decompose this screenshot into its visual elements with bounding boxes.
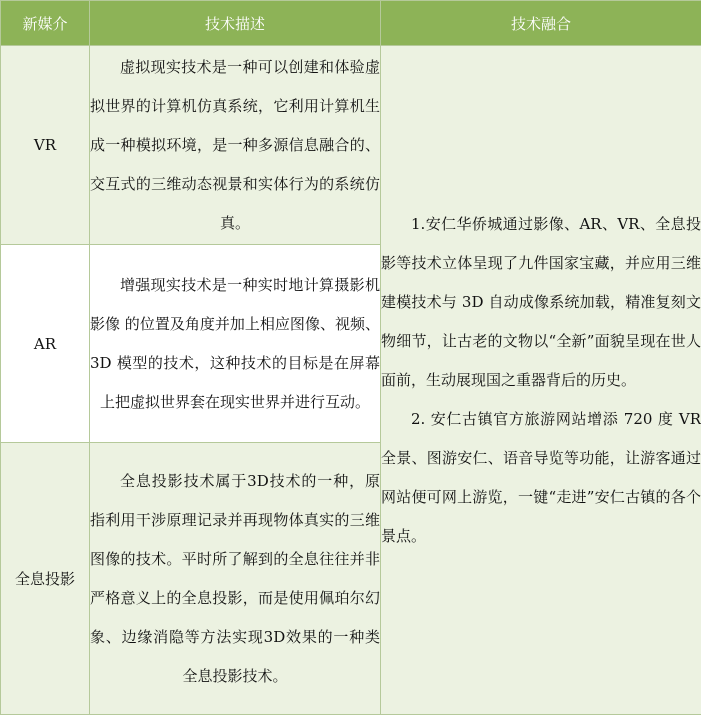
fusion-paragraph-1: 1.安仁华侨城通过影像、AR、VR、全息投影等技术立体呈现了九件国家宝藏，并应用三维建模技术与 3D 自动成像系统加载，精准复刻文物细节，让古老的文物以“全新”面貌呈现在世人面前，生动展现国之重器背后的历史。 bbox=[381, 205, 701, 400]
description-cell-vr bbox=[90, 46, 381, 245]
fusion-cell bbox=[381, 46, 701, 715]
header-row bbox=[1, 1, 701, 46]
table-row-vr bbox=[1, 46, 701, 245]
header-fusion: 技术融合 bbox=[381, 1, 701, 46]
description-cell-ar bbox=[90, 245, 381, 443]
media-cell-ar: AR bbox=[1, 245, 90, 443]
media-cell-vr: VR bbox=[1, 46, 90, 245]
description-text-vr: 虚拟现实技术是一种可以创建和体验虚拟世界的计算机仿真系统，它利用计算机生成一种模拟环境，是一种多源信息融合的、交互式的三维动态视景和实体行为的系统仿真。 bbox=[90, 48, 380, 243]
fusion-paragraph-2: 2. 安仁古镇官方旅游网站增添 720 度 VR 全景、图游安仁、语音导览等功能，让游客通过网站便可网上游览，一键“走进”安仁古镇的各个景点。 bbox=[381, 400, 701, 556]
description-text-holography: 全息投影技术属于3D技术的一种，原指利用干涉原理记录并再现物体真实的三维图像的技术。平时所了解到的全息往往并非严格意义上的全息投影，而是使用佩珀尔幻象、边缘消隐等方法实现3D效果的一种类全息投影技术。 bbox=[90, 462, 380, 696]
header-media: 新媒介 bbox=[1, 1, 90, 46]
description-text-ar: 增强现实技术是一种实时地计算摄影机影像 的位置及角度并加上相应图像、视频、3D 模型的技术，这种技术的目标是在屏幕上把虚拟世界套在现实世界并进行互动。 bbox=[90, 266, 380, 422]
media-cell-holography: 全息投影 bbox=[1, 443, 90, 715]
description-cell-holography bbox=[90, 443, 381, 715]
header-description: 技术描述 bbox=[90, 1, 381, 46]
